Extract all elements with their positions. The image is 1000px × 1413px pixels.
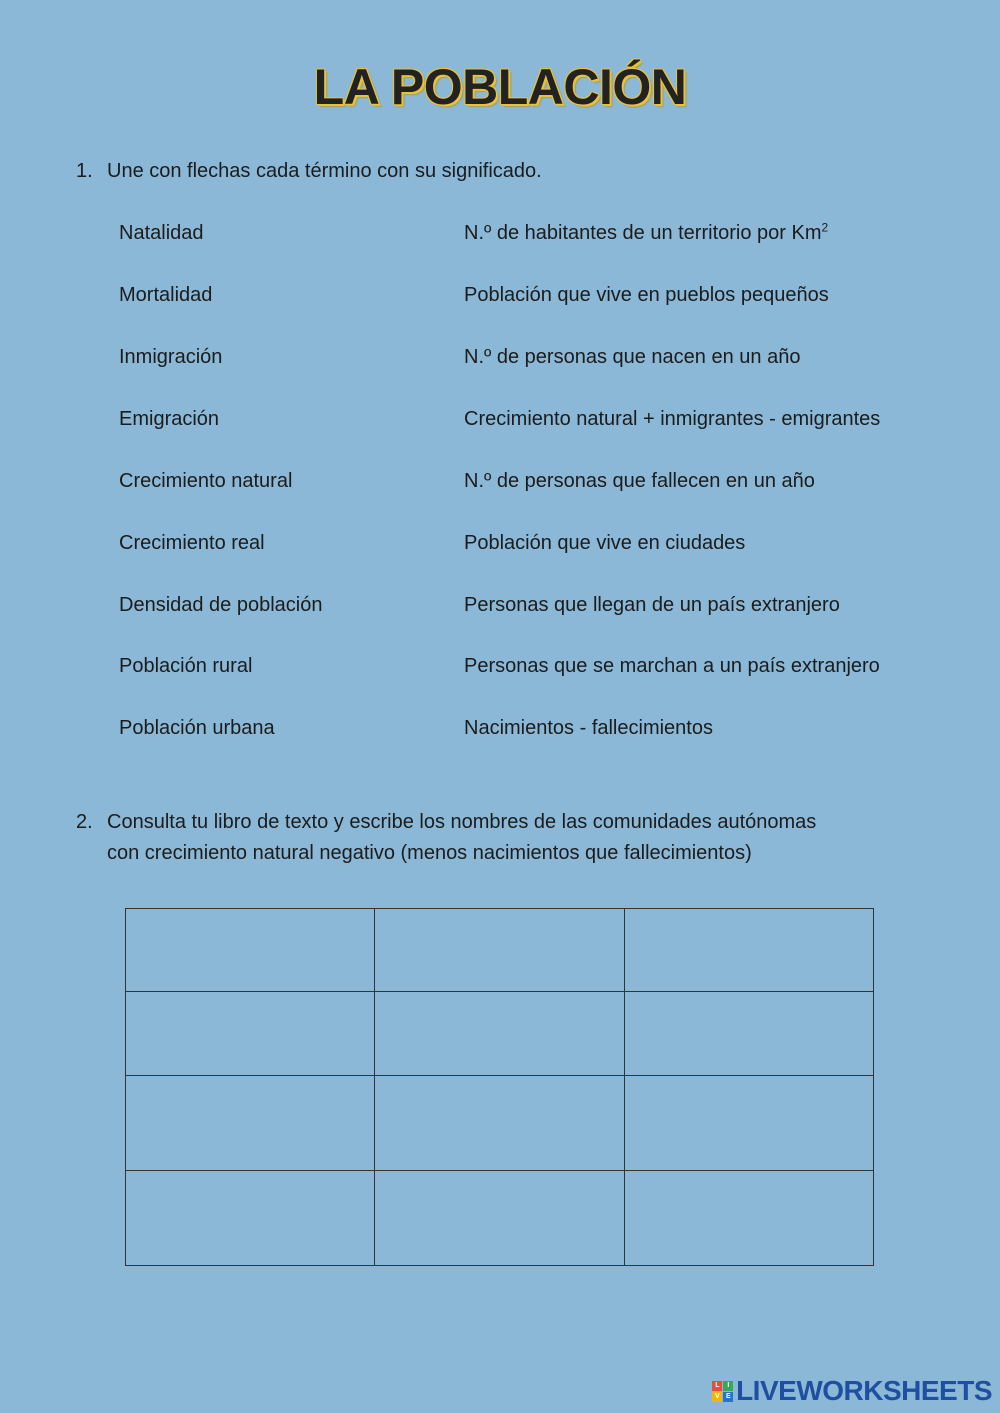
answer-cell[interactable] [375,909,624,992]
definition-8[interactable]: Personas que se marchan a un país extranjero [464,655,880,677]
answer-cell[interactable] [126,1076,375,1171]
term-crecimiento-natural[interactable]: Crecimiento natural [119,470,293,492]
answer-cell[interactable] [624,992,873,1076]
answer-cell[interactable] [126,992,375,1076]
superscript-two: 2 [821,220,829,235]
answer-cell[interactable] [375,1076,624,1171]
liveworksheets-logo-icon: L I V E [712,1381,733,1402]
definition-5[interactable]: N.º de personas que fallecen en un año [464,470,815,492]
term-crecimiento-real[interactable]: Crecimiento real [119,532,265,554]
liveworksheets-logo [712,1375,992,1407]
liveworksheets-logo-text: LIVEWORKSHEETS [736,1375,992,1406]
definition-1-text: N.º de habitantes de un territorio por Km [464,222,822,244]
definition-4[interactable]: Crecimiento natural + inmigrantes - emigrantes [464,408,881,430]
worksheet-title: LA POBLACIÓN [313,59,687,115]
table-row [126,992,874,1076]
answer-cell[interactable] [375,992,624,1076]
question-2-line-2: con crecimiento natural negativo (menos nacimientos que fallecimientos) [107,842,752,864]
table-row [126,1171,874,1266]
term-poblacion-rural[interactable]: Población rural [119,655,253,677]
question-1-number: 1. [76,160,93,182]
question-2 [76,807,816,869]
answer-cell[interactable] [624,1171,873,1266]
answer-cell[interactable] [375,1171,624,1266]
definition-7[interactable]: Personas que llegan de un país extranjero [464,594,840,616]
question-2-line-1: Consulta tu libro de texto y escribe los nombres de las comunidades autónomas [107,811,817,833]
definition-3[interactable]: N.º de personas que nacen en un año [464,346,801,368]
term-natalidad[interactable]: Natalidad [119,222,204,244]
answer-cell[interactable] [126,909,375,992]
term-densidad-de-poblacion[interactable]: Densidad de población [119,594,323,616]
definition-1[interactable] [464,219,828,247]
table-row [126,1076,874,1171]
question-1 [76,156,542,187]
term-mortalidad[interactable]: Mortalidad [119,284,213,306]
question-2-number: 2. [76,811,93,833]
definition-2[interactable]: Población que vive en pueblos pequeños [464,284,829,306]
term-inmigracion[interactable]: Inmigración [119,346,223,368]
definition-6[interactable]: Población que vive en ciudades [464,532,746,554]
table-row [126,909,874,992]
definition-9[interactable]: Nacimientos - fallecimientos [464,717,713,739]
term-poblacion-urbana[interactable]: Población urbana [119,717,275,739]
answer-table [125,908,874,1266]
answer-cell[interactable] [126,1171,375,1266]
answer-cell[interactable] [624,909,873,992]
answer-cell[interactable] [624,1076,873,1171]
term-emigracion[interactable]: Emigración [119,408,220,430]
question-1-text: Une con flechas cada término con su significado. [107,160,542,182]
